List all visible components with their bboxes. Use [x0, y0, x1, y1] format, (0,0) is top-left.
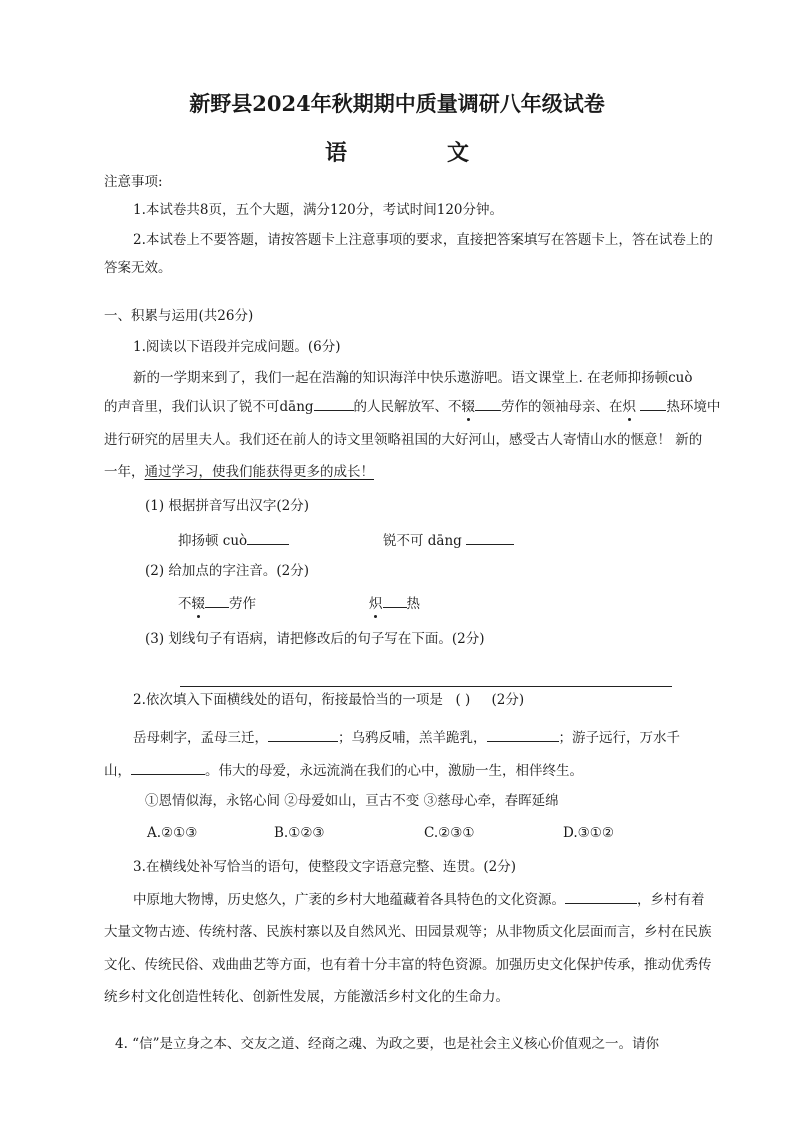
q4-line: 4. “信”是立身之本、交友之道、经商之魂、为政之要，也是社会主义核心价值观之一。请你	[115, 1036, 659, 1052]
blank-chuo	[475, 396, 501, 411]
q1-sub2-item-a: 不辍 劳作	[178, 593, 256, 614]
q2-choice-d[interactable]: D.③①②	[563, 825, 614, 841]
q3-passage-line-4: 统乡村文化创造性转化、创新性发展，方能激活乡村文化的生命力。	[104, 989, 509, 1005]
q1-sub1-item-b: 锐不可 dāng	[383, 530, 514, 551]
q2-choice-c[interactable]: C.②③①	[424, 825, 475, 841]
q1-sub2-item-b: 炽 热	[369, 593, 420, 614]
q1-sub2-heading: (2) 给加点的字注音。(2分)	[145, 563, 310, 579]
blank-dang	[314, 396, 354, 411]
underlined-sentence: 通过学习，使我们能获得更多的成长！	[144, 464, 374, 480]
subject-char-1: 语	[324, 140, 347, 166]
q2-blank-1	[268, 727, 338, 742]
exam-title: 新野县2024年秋期期中质量调研八年级试卷	[189, 91, 605, 116]
blank-chi	[640, 396, 666, 411]
q1-passage-line-3: 进行研究的居里夫人。我们还在前人的诗文里领略祖国的大好河山，感受古人寄情山水的惬意！ 新的	[104, 432, 703, 448]
q2-passage-line-2: 山， 。伟大的母爱，永远流淌在我们的心中，激励一生，相伴终生。	[104, 760, 583, 781]
q1-sub1-heading: (1) 根据拼音写出汉字(2分)	[145, 498, 310, 514]
q2-options: ①恩情似海，永铭心间 ②母爱如山，亘古不变 ③慈母心牵，春晖延绵	[145, 793, 559, 809]
dotted-char-chuo: 辍	[461, 399, 476, 415]
q1-passage-line-1: 新的一学期来到了，我们一起在浩瀚的知识海洋中快乐遨游吧。语文课堂上. 在老师抑扬顿cuò	[133, 370, 693, 386]
q2-answer-paren[interactable]: ( )	[455, 692, 471, 708]
q2-blank-2	[487, 727, 559, 742]
q1-sub1-item-a: 抑扬顿 cuò	[178, 530, 289, 551]
q2-blank-3	[131, 760, 205, 775]
q2-heading: 2.依次填入下面横线处的语句，衔接最恰当的一项是 ( ) (2分)	[133, 692, 525, 708]
notice-item-2-line-1: 2.本试卷上不要答题，请按答题卡上注意事项的要求，直接把答案填写在答题卡上，答在试卷上的	[133, 232, 713, 248]
q3-blank[interactable]	[565, 889, 637, 904]
notice-heading: 注意事项:	[104, 174, 163, 190]
q2-choice-a[interactable]: A.②①③	[147, 825, 198, 841]
q3-heading: 3.在横线处补写恰当的语句，使整段文字语意完整、连贯。(2分)	[133, 859, 517, 875]
subject-char-2: 文	[447, 140, 470, 166]
q3-passage-line-2: 大量文物古迹、传统村落、民族村寨以及自然风光、田园景观等；从非物质文化层面而言，乡村在民族	[104, 924, 712, 940]
answer-blank-dang[interactable]	[466, 530, 514, 545]
q1-heading: 1.阅读以下语段并完成问题。(6分)	[133, 339, 341, 355]
notice-item-2-line-2: 答案无效。	[104, 260, 172, 276]
q3-passage-line-1: 中原地大物博，历史悠久，广袤的乡村大地蕴藏着各具特色的文化资源。 ，乡村有着	[133, 889, 705, 910]
q2-choice-b[interactable]: B.①②③	[274, 825, 325, 841]
q1-passage-line-2: 的声音里，我们认识了锐不可dāng 的人民解放军、不辍 劳作的领袖母亲、在炽 热环境中	[104, 396, 720, 417]
q1-passage-line-4: 一年，通过学习，使我们能获得更多的成长！	[104, 464, 374, 480]
answer-blank-chi[interactable]	[383, 593, 407, 608]
dotted-char-chi: 炽	[622, 399, 637, 415]
q3-passage-line-3: 文化、传统民俗、戏曲曲艺等方面，也有着十分丰富的特色资源。加强历史文化保护传承，推动优秀传	[104, 957, 712, 973]
q1-sub3-answer-line[interactable]	[180, 686, 672, 687]
section-1-heading: 一、积累与运用(共26分)	[104, 308, 254, 324]
notice-item-1: 1.本试卷共8页，五个大题，满分120分，考试时间120分钟。	[133, 202, 504, 218]
answer-blank-chuo[interactable]	[205, 593, 229, 608]
answer-blank-cuo[interactable]	[247, 530, 289, 545]
q2-passage-line-1: 岳母刺字，孟母三迁， ；乌鸦反哺，羔羊跪乳， ；游子远行，万水千	[133, 727, 680, 748]
subject-heading	[0, 136, 794, 167]
q1-sub3-heading: (3) 划线句子有语病，请把修改后的句子写在下面。(2分)	[145, 631, 485, 647]
